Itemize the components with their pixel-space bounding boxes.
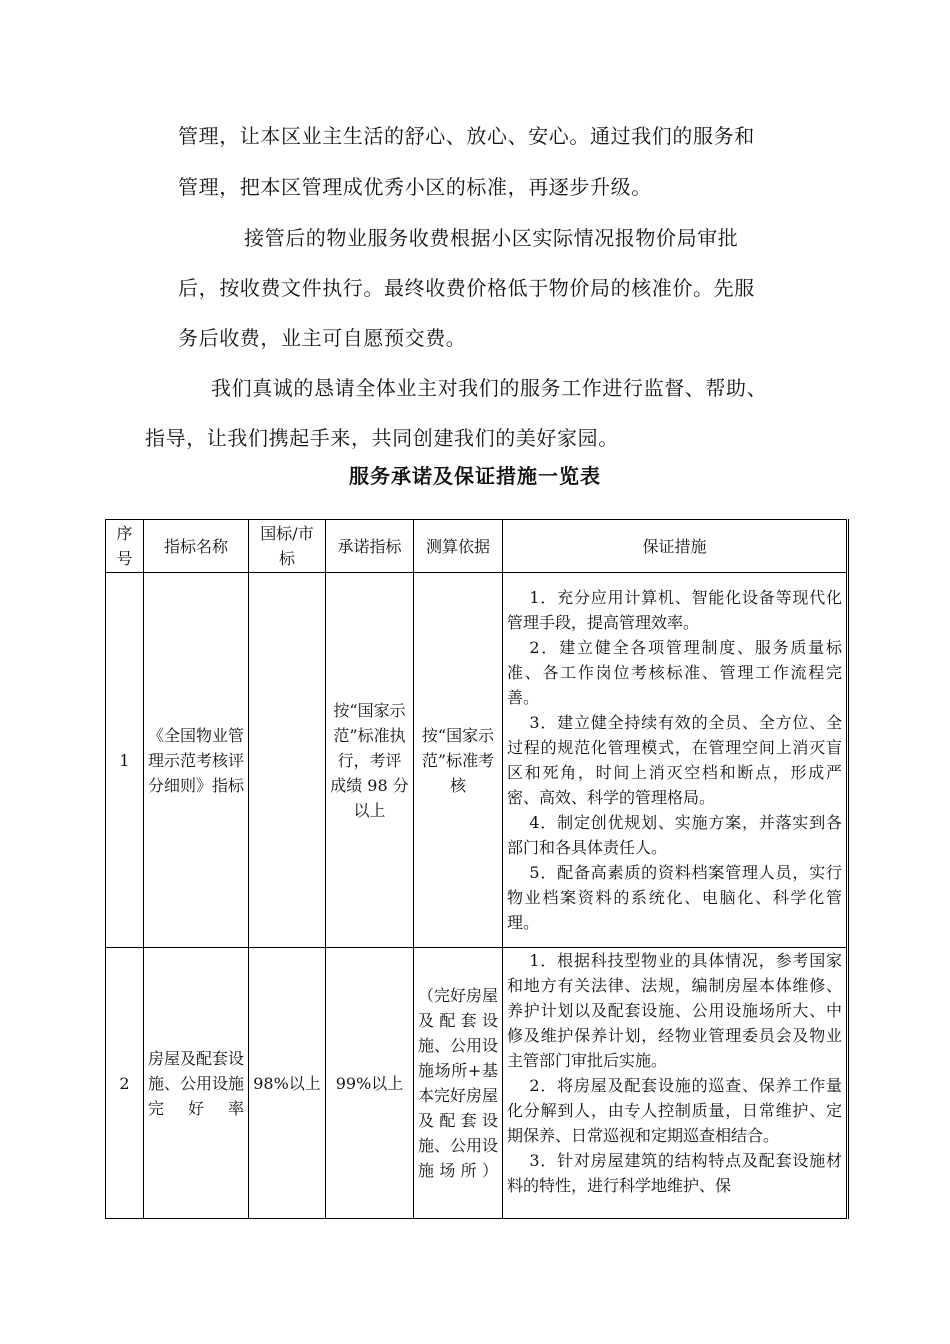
header-measures: 保证措施 (503, 520, 848, 573)
body-paragraph-line: 务后收费，业主可自愿预交费。 (178, 326, 467, 350)
measure-item: 1．充分应用计算机、智能化设备等现代化管理手段，提高管理效率。 (507, 588, 842, 632)
cell-measures (503, 573, 848, 948)
cell-standard (249, 573, 326, 948)
header-basis: 测算依据 (414, 520, 503, 573)
cell-basis: 按“国家示范”标准考核 (414, 573, 503, 948)
measure-item: 2．建立健全各项管理制度、服务质量标准、各工作岗位考核标准、管理工作流程完善。 (507, 638, 842, 707)
measures-clip (507, 948, 842, 1218)
table-row (106, 948, 848, 1219)
table-header-row (106, 520, 848, 573)
measure-item: 3．针对房屋建筑的结构特点及配套设施材料的特性，进行科学地维护、保 (507, 1151, 842, 1195)
cell-seq: 2 (106, 948, 144, 1219)
header-target: 承诺指标 (326, 520, 414, 573)
header-name: 指标名称 (144, 520, 249, 573)
cell-name: 房屋及配套设施、公用设施完好率 (144, 948, 249, 1219)
table-row (106, 573, 848, 948)
cell-seq: 1 (106, 573, 144, 948)
cell-target: 按“国家示范”标准执行，考评成绩 98 分以上 (326, 573, 414, 948)
cell-measures (503, 948, 848, 1219)
body-paragraph-line: 我们真诚的恳请全体业主对我们的服务工作进行监督、帮助、 (211, 376, 768, 400)
cell-name: 《全国物业管理示范考核评分细则》指标 (144, 573, 249, 948)
header-standard: 国标/市标 (249, 520, 326, 573)
header-seq: 序号 (106, 520, 144, 573)
measure-item: 3．建立健全持续有效的全员、全方位、全过程的规范化管理模式，在管理空间上消灭盲区和死角，时间上消灭空档和断点，形成严密、高效、科学的管理格局。 (507, 713, 842, 807)
body-paragraph-line: 指导，让我们携起手来，共同创建我们的美好家园。 (145, 426, 619, 450)
body-paragraph-line: 管理，把本区管理成优秀小区的标准，再逐步升级。 (178, 175, 652, 199)
cell-standard: 98%以上 (249, 948, 326, 1219)
body-paragraph-line: 管理，让本区业主生活的舒心、放心、安心。通过我们的服务和 (178, 124, 755, 148)
body-paragraph-line: 接管后的物业服务收费根据小区实际情况报物价局审批 (244, 226, 739, 250)
table-title: 服务承诺及保证措施一览表 (349, 464, 601, 488)
body-paragraph-line: 后，按收费文件执行。最终收费价格低于物价局的核准价。先服 (178, 276, 755, 300)
measure-item: 5．配备高素质的资料档案管理人员，实行物业档案资料的系统化、电脑化、科学化管理。 (507, 863, 842, 932)
service-commitment-table (105, 519, 849, 1219)
measure-item: 4．制定创优规划、实施方案，并落实到各部门和各具体责任人。 (507, 813, 842, 857)
cell-basis: （完好房屋及配套设施、公用设施场所+基本完好房屋及配套设施、公用设施场所） (414, 948, 503, 1219)
measure-item: 1．根据科技型物业的具体情况，参考国家和地方有关法律、法规，编制房屋本体维修、养护计划以及配套设施、公用设施场所大、中修及维护保养计划，经物业管理委员会及物业主管部门审批后实施。 (507, 951, 842, 1070)
measure-item: 2．将房屋及配套设施的巡查、保养工作量化分解到人，由专人控制质量，日常维护、定期保养、日常巡视和定期巡查相结合。 (507, 1076, 842, 1145)
cell-target: 99%以上 (326, 948, 414, 1219)
